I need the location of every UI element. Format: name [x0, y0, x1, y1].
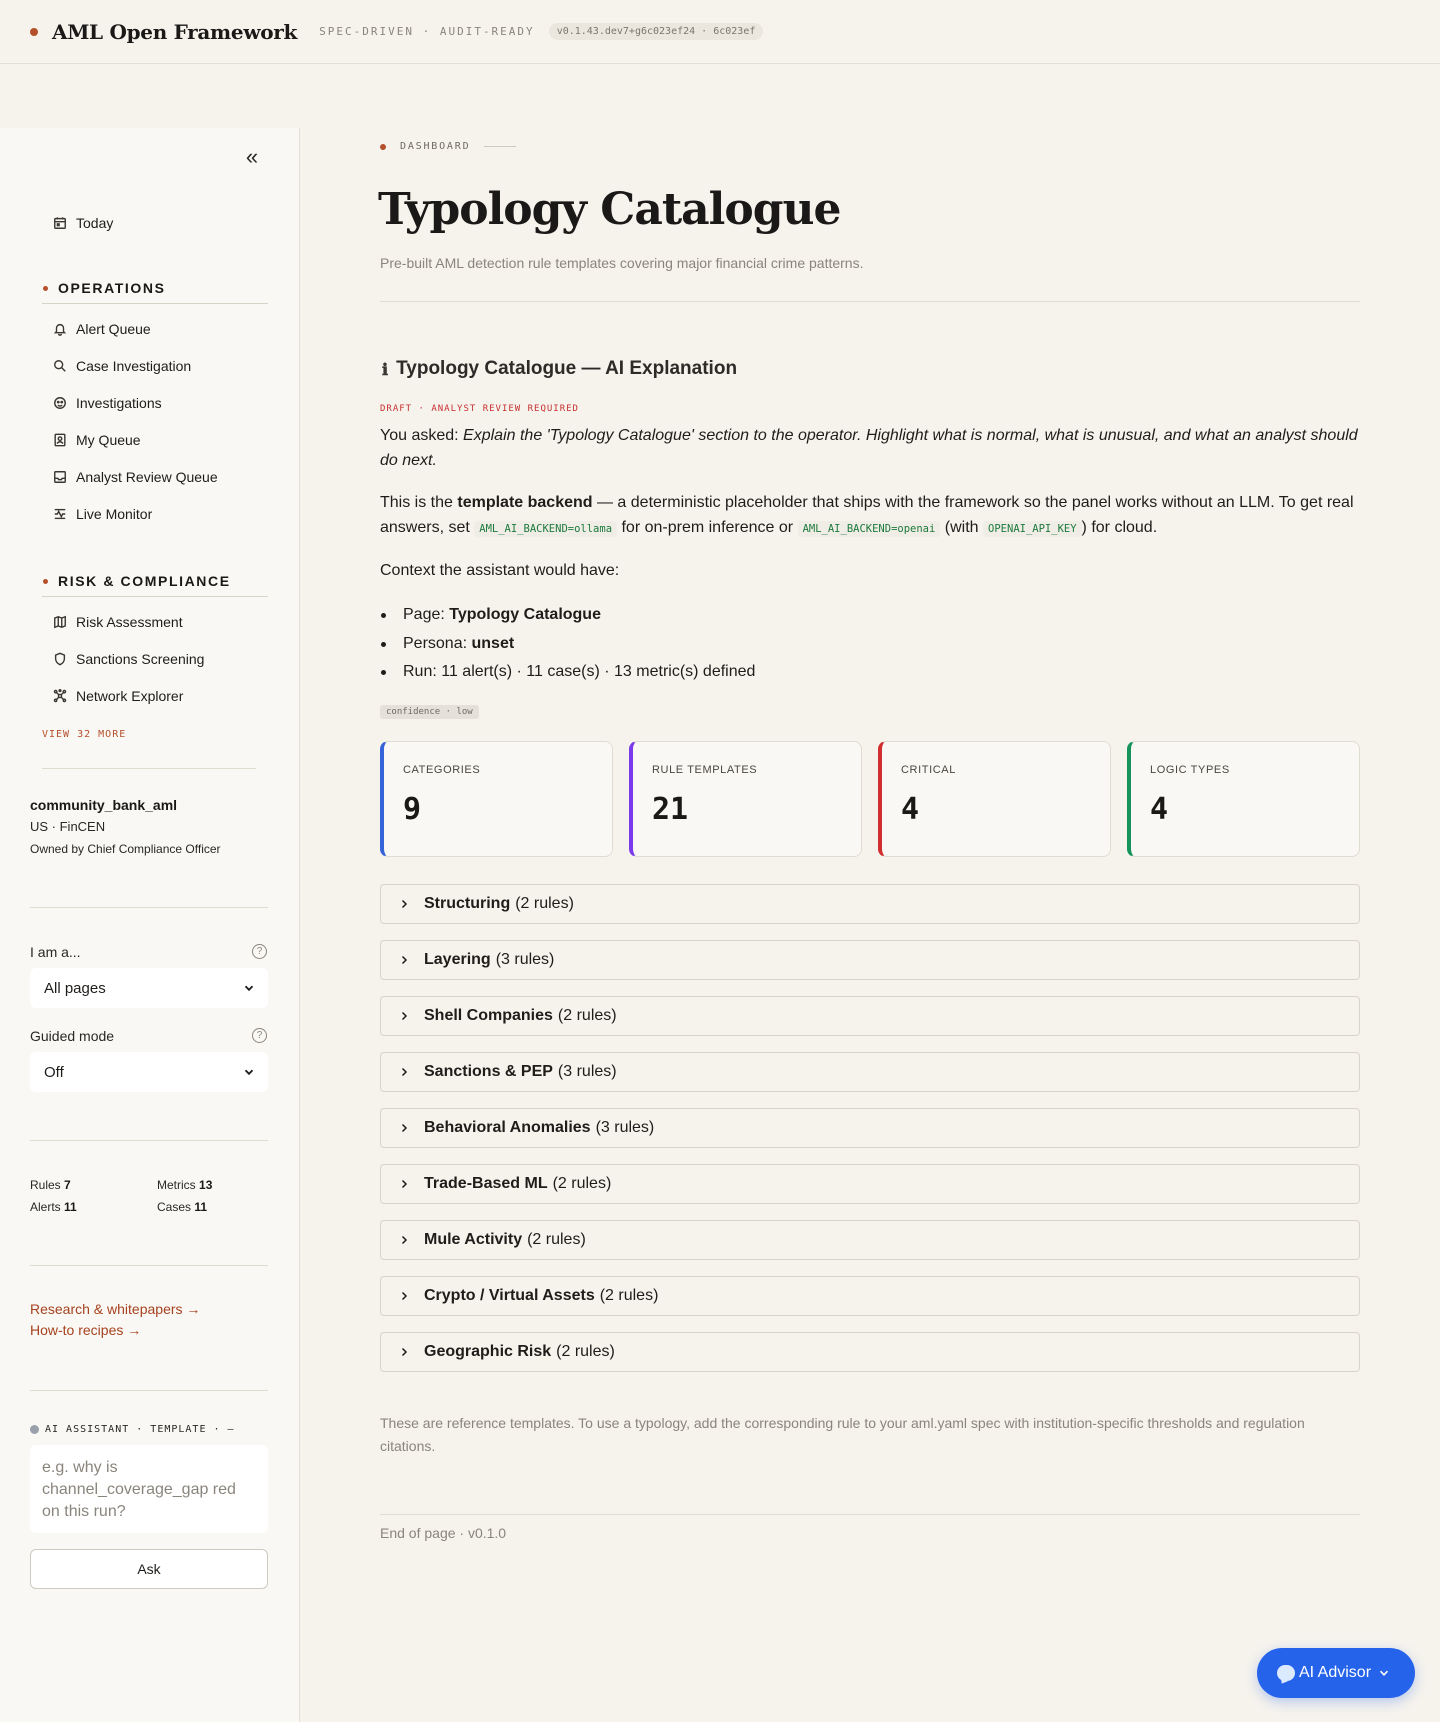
breadcrumb-label[interactable]: DASHBOARD	[400, 141, 471, 152]
stat-label: Metrics	[157, 1178, 196, 1192]
text-bold: template backend	[457, 494, 593, 511]
kpi-card-categories	[380, 741, 613, 857]
sidebar-item-network-explorer[interactable]	[52, 685, 183, 707]
view-more-link[interactable]: VIEW 32 MORE	[42, 729, 127, 740]
kpi-card-critical	[878, 741, 1111, 857]
breadcrumb-line	[484, 146, 516, 147]
info-icon: ℹ	[382, 359, 389, 379]
end-of-page: End of page · v0.1.0	[380, 1525, 507, 1541]
network-icon	[52, 688, 68, 704]
accordion-count: (3 rules)	[595, 1119, 655, 1136]
divider	[30, 1140, 268, 1141]
stat-cases	[157, 1200, 207, 1214]
asked-prefix: You asked:	[380, 427, 459, 444]
help-icon[interactable]: ?	[252, 944, 267, 959]
institution-name: community_bank_aml	[30, 797, 178, 813]
accordion-crypto-virtual-assets[interactable]	[380, 1276, 1360, 1316]
sidebar-item-alert-queue[interactable]	[52, 318, 151, 340]
context-value: Typology Catalogue	[449, 606, 601, 623]
accordion-title: Trade-Based ML	[424, 1175, 548, 1192]
accordion-count: (2 rules)	[599, 1287, 659, 1304]
stat-label: Cases	[157, 1200, 192, 1214]
sidebar-item-label: Live Monitor	[76, 506, 153, 522]
recipes-link[interactable]: How-to recipes →	[30, 1322, 142, 1338]
user-badge-icon	[52, 432, 68, 448]
accordion-behavioral-anomalies[interactable]	[380, 1108, 1360, 1148]
chevron-right-icon	[399, 955, 409, 965]
ai-advisor-label: AI Advisor	[1299, 1664, 1372, 1681]
tagline: SPEC-DRIVEN · AUDIT-READY	[319, 25, 535, 38]
sidebar-item-case-investigation[interactable]	[52, 355, 191, 377]
accordion-count: (2 rules)	[515, 895, 574, 912]
status-dot	[30, 1425, 39, 1434]
divider	[42, 768, 256, 769]
divider	[380, 301, 1360, 302]
sidebar-item-label: Risk Assessment	[76, 614, 183, 630]
sidebar-item-investigations[interactable]	[52, 392, 162, 414]
persona-select[interactable]	[30, 968, 268, 1008]
text: — a deterministic placeholder that ships with the framework so the panel works without an LLM. To get real answers, set	[380, 494, 1354, 536]
kpi-card-rule-templates	[629, 741, 862, 857]
context-list	[380, 601, 755, 687]
list-item	[380, 658, 755, 687]
divider	[380, 1514, 1360, 1515]
persona-select-value: All pages	[44, 979, 106, 997]
chevron-right-icon	[399, 1235, 409, 1245]
sidebar-item-live-monitor[interactable]	[52, 503, 152, 525]
app-title[interactable]: AML Open Framework	[52, 19, 298, 44]
asked-paragraph	[380, 423, 1360, 473]
stat-value: 11	[64, 1200, 77, 1214]
code-snippet: OPENAI_API_KEY	[983, 521, 1082, 537]
section-operations	[42, 280, 268, 304]
accordion-title: Sanctions & PEP	[424, 1063, 553, 1080]
sidebar-item-label: Alert Queue	[76, 321, 151, 337]
section-title: OPERATIONS	[58, 280, 166, 296]
sidebar-item-label: My Queue	[76, 432, 141, 448]
kpi-value: 9	[403, 792, 422, 827]
stat-label: Alerts	[30, 1200, 61, 1214]
ask-button[interactable]: Ask	[30, 1549, 268, 1589]
section-risk-compliance	[42, 573, 268, 597]
accordion-structuring[interactable]	[380, 884, 1360, 924]
section-dot	[43, 286, 48, 291]
activity-icon	[52, 506, 68, 522]
stat-value: 11	[194, 1200, 208, 1214]
help-icon[interactable]: ?	[252, 1028, 267, 1043]
code-snippet: AML_AI_BACKEND=openai	[798, 521, 941, 537]
asked-text: Explain the 'Typology Catalogue' section to the operator. Highlight what is normal, what is unusual, and what an analyst should do next.	[380, 427, 1358, 469]
text: for on-prem inference or	[621, 519, 794, 536]
context-intro: Context the assistant would have:	[380, 562, 620, 579]
calendar-icon	[52, 215, 68, 231]
text: (with	[944, 519, 979, 536]
confidence-badge: confidence · low	[380, 705, 479, 719]
accordion-count: (3 rules)	[495, 951, 555, 968]
kpi-value: 21	[652, 792, 689, 827]
chevron-down-icon	[244, 1067, 254, 1077]
divider	[30, 1390, 268, 1391]
backend-paragraph	[380, 490, 1360, 542]
breadcrumb-dot	[380, 144, 386, 150]
stat-label: Rules	[30, 1178, 61, 1192]
accordion-count: (2 rules)	[527, 1231, 586, 1248]
code-snippet: AML_AI_BACKEND=ollama	[474, 521, 617, 537]
context-value: Run: 11 alert(s) · 11 case(s) · 13 metric(s) defined	[403, 663, 756, 680]
sidebar-item-label: Sanctions Screening	[76, 651, 205, 667]
kpi-label: CATEGORIES	[403, 764, 481, 776]
accordion-title: Shell Companies	[424, 1007, 553, 1024]
bell-icon	[52, 321, 68, 337]
accordion-layering[interactable]	[380, 940, 1360, 980]
accordion-geographic-risk[interactable]	[380, 1332, 1360, 1372]
accordion-title: Geographic Risk	[424, 1343, 552, 1360]
accordion-trade-based-ml[interactable]	[380, 1164, 1360, 1204]
breadcrumb	[380, 141, 516, 152]
context-label: Persona:	[403, 634, 468, 652]
context-label: Page:	[403, 606, 445, 623]
ai-explanation-title	[380, 358, 737, 380]
section-dot	[43, 579, 48, 584]
sidebar-item-label: Today	[76, 215, 114, 231]
sidebar-item-my-queue[interactable]	[52, 429, 141, 451]
persona-label: I am a...	[30, 944, 81, 960]
ai-advisor-button[interactable]	[1257, 1648, 1415, 1698]
sidebar-item-risk-assessment[interactable]	[52, 611, 183, 633]
sidebar-item-today[interactable]	[52, 212, 113, 234]
accordion-shell-companies[interactable]	[380, 996, 1360, 1036]
kpi-label: CRITICAL	[901, 764, 956, 776]
chevron-down-icon	[244, 983, 254, 993]
kpi-card-logic-types	[1127, 741, 1360, 857]
divider	[30, 1265, 268, 1266]
institution-jurisdiction: US · FinCEN	[30, 819, 106, 834]
stat-value: 7	[64, 1178, 71, 1192]
stat-metrics	[157, 1178, 212, 1192]
compass-icon	[52, 395, 68, 411]
map-icon	[52, 614, 68, 630]
accordion-count: (2 rules)	[556, 1343, 615, 1360]
text: This is the	[380, 494, 453, 511]
chevron-down-icon	[1379, 1668, 1389, 1678]
list-item	[380, 630, 755, 659]
sidebar-item-sanctions-screening[interactable]	[52, 648, 204, 670]
chevron-right-icon	[399, 1347, 409, 1357]
divider	[30, 907, 268, 908]
sidebar-item-label: Analyst Review Queue	[76, 469, 218, 485]
list-item	[380, 601, 755, 630]
page-title: Typology Catalogue	[378, 184, 841, 235]
ai-explanation-heading: Typology Catalogue — AI Explanation	[396, 358, 738, 379]
research-link[interactable]: Research & whitepapers →	[30, 1301, 201, 1317]
inbox-icon	[52, 469, 68, 485]
shield-icon	[52, 651, 68, 667]
sidebar-item-analyst-review-queue[interactable]	[52, 466, 218, 488]
sidebar-item-label: Network Explorer	[76, 688, 184, 704]
stat-rules	[30, 1178, 71, 1192]
accordion-title: Crypto / Virtual Assets	[424, 1287, 595, 1304]
chat-bubble-icon	[1277, 1665, 1295, 1681]
stat-value: 13	[199, 1178, 213, 1192]
kpi-label: RULE TEMPLATES	[652, 764, 758, 776]
stat-alerts	[30, 1200, 77, 1214]
accordion-count: (3 rules)	[557, 1063, 617, 1080]
kpi-value: 4	[1150, 792, 1169, 827]
footer-note: These are reference templates. To use a typology, add the corresponding rule to your aml.yaml spec with institution-specific thresholds and regulation citations.	[380, 1415, 1305, 1454]
sidebar-item-label: Case Investigation	[76, 358, 192, 374]
chevron-right-icon	[399, 1291, 409, 1301]
chevron-right-icon	[399, 1123, 409, 1133]
guided-mode-select-value: Off	[44, 1063, 64, 1081]
accordion-title: Behavioral Anomalies	[424, 1119, 591, 1136]
chevron-right-icon	[399, 899, 409, 909]
accordion-count: (2 rules)	[557, 1007, 617, 1024]
accordion-mule-activity[interactable]	[380, 1220, 1360, 1260]
chevron-right-icon	[399, 1179, 409, 1189]
version-badge: v0.1.43.dev7+g6c023ef24 · 6c023ef	[549, 23, 764, 40]
search-icon	[52, 358, 68, 374]
guided-mode-label: Guided mode	[30, 1028, 115, 1044]
accordion-title: Layering	[424, 951, 491, 968]
ai-assistant-header	[30, 1424, 235, 1435]
text: ) for cloud.	[1081, 519, 1158, 536]
kpi-value: 4	[901, 792, 920, 827]
guided-mode-select[interactable]	[30, 1052, 268, 1092]
chevrons-left-icon[interactable]: «	[245, 144, 259, 169]
ai-question-input[interactable]: e.g. why is channel_coverage_gap red on this run?	[30, 1445, 268, 1533]
sidebar-item-label: Investigations	[76, 395, 162, 411]
context-value: unset	[471, 634, 515, 652]
brand-dot	[30, 28, 38, 36]
top-bar	[0, 0, 1440, 64]
accordion-title: Mule Activity	[424, 1231, 523, 1248]
accordion-title: Structuring	[424, 895, 511, 912]
ai-assistant-title: AI ASSISTANT · TEMPLATE · —	[45, 1424, 235, 1435]
page-subtitle: Pre-built AML detection rule templates covering major financial crime patterns.	[380, 255, 864, 271]
chevron-right-icon	[399, 1011, 409, 1021]
accordion-sanctions-pep[interactable]	[380, 1052, 1360, 1092]
chevron-right-icon	[399, 1067, 409, 1077]
section-title: RISK & COMPLIANCE	[58, 573, 231, 589]
draft-tag: DRAFT · ANALYST REVIEW REQUIRED	[380, 404, 579, 414]
institution-owner: Owned by Chief Compliance Officer	[30, 842, 221, 856]
kpi-label: LOGIC TYPES	[1150, 764, 1230, 776]
accordion-count: (2 rules)	[552, 1175, 612, 1192]
